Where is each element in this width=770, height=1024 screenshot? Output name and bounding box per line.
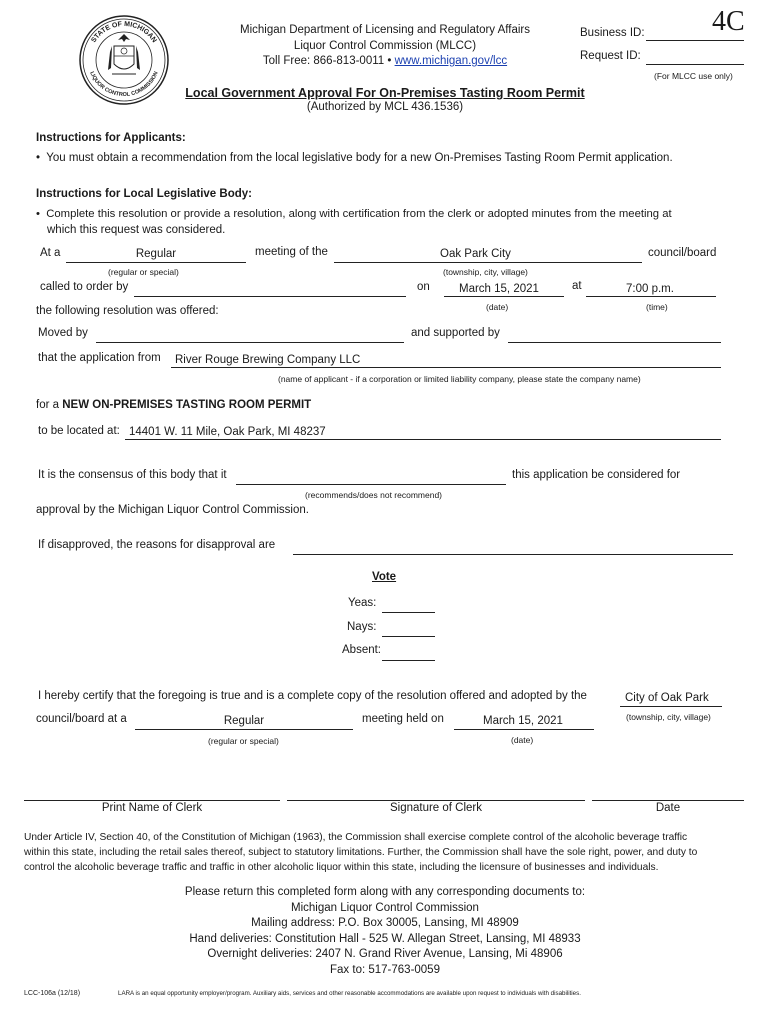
date-field[interactable]	[444, 296, 564, 297]
address-value: 14401 W. 11 Mile, Oak Park, MI 48237	[129, 426, 326, 438]
absent-label: Absent:	[342, 644, 381, 656]
regular-special-hint: (regular or special)	[108, 267, 179, 277]
permit-type: NEW ON-PREMISES TASTING ROOM PERMIT	[62, 399, 312, 411]
mlcc-use-note: (For MLCC use only)	[654, 71, 733, 81]
print-name-field[interactable]	[24, 800, 280, 801]
for-a-label: for a	[36, 399, 60, 411]
at-a-label: At a	[40, 247, 61, 259]
applicant-field[interactable]	[171, 367, 721, 368]
request-id-label: Request ID:	[580, 50, 641, 62]
supported-by-field[interactable]	[508, 342, 721, 343]
applicant-value: River Rouge Brewing Company LLC	[175, 354, 361, 366]
meeting-type-field[interactable]	[66, 262, 246, 263]
application-from-label: that the application from	[38, 352, 161, 364]
signature-date-field[interactable]	[592, 800, 744, 801]
return-line1: Please return this completed form along with any corresponding documents to:	[184, 886, 586, 898]
return-line6: Fax to: 517-763-0059	[330, 963, 440, 976]
time-field[interactable]	[586, 296, 716, 297]
article-line1: Under Article IV, Section 40, of the Constitution of Michigan (1963), the Commission shall exercise complete control of the alcoholic beverage traffic	[24, 832, 688, 843]
certify-meeting-type-field[interactable]	[135, 729, 353, 730]
date-label: Date	[655, 802, 681, 814]
yeas-field[interactable]	[382, 612, 435, 613]
return-line3: Mailing address: P.O. Box 30005, Lansing, MI 48909	[251, 917, 519, 930]
considered-for-label: this application be considered for	[512, 469, 681, 481]
toll-free: Toll Free: 866-813-0011 •	[262, 55, 392, 67]
form-code: 4C	[712, 6, 745, 37]
certify-municipality-field[interactable]	[620, 706, 722, 707]
return-instructions	[0, 885, 770, 979]
contact-line	[180, 55, 590, 67]
certify-date-value: March 15, 2021	[483, 715, 563, 727]
signature-label: Signature of Clerk	[389, 802, 483, 814]
form-number: LCC-106a (12/18)	[24, 990, 81, 997]
resolution-offered-text: the following resolution was offered:	[36, 305, 219, 317]
nays-field[interactable]	[382, 636, 435, 637]
certify-date-hint: (date)	[511, 735, 534, 745]
absent-field[interactable]	[382, 660, 435, 661]
called-to-order-field[interactable]	[134, 296, 406, 297]
municipality-value: Oak Park City	[440, 248, 511, 260]
yeas-label: Yeas:	[348, 597, 377, 609]
print-name-label: Print Name of Clerk	[101, 802, 203, 814]
return-line2: Michigan Liquor Control Commission	[291, 901, 479, 914]
applicants-heading: Instructions for Applicants:	[36, 132, 186, 144]
legislative-bullet: • Complete this resolution or provide a resolution, along with certification from the clerk or adopted minutes from the meeting at	[36, 208, 672, 220]
svg-text:LIQUOR CONTROL COMMISSION: LIQUOR CONTROL COMMISSION	[88, 70, 160, 99]
at-label: at	[572, 280, 582, 292]
council-board-label: council/board	[648, 247, 717, 259]
applicant-hint: (name of applicant - if a corporation or limited liability company, please state the company name)	[278, 374, 641, 384]
request-id-field[interactable]	[646, 64, 744, 65]
legislative-bullet-line2: which this request was considered.	[47, 224, 226, 236]
article-line3: control the alcoholic beverage traffic and traffic in other alcoholic liquor within this state, including the licensure of businesses and individuals.	[24, 862, 659, 873]
located-at-label: to be located at:	[38, 425, 120, 437]
certify-date-field[interactable]	[454, 729, 594, 730]
date-value: March 15, 2021	[459, 283, 539, 295]
recommendation-field[interactable]	[236, 484, 506, 485]
township-hint: (township, city, village)	[443, 267, 528, 277]
page-subtitle: (Authorized by MCL 436.1536)	[306, 101, 464, 113]
approval-by-text: approval by the Michigan Liquor Control Commission.	[36, 504, 309, 516]
agency-name: Michigan Department of Licensing and Regulatory Affairs	[239, 24, 530, 36]
nays-label: Nays:	[347, 621, 377, 633]
time-value: 7:00 p.m.	[626, 283, 674, 295]
business-id-field[interactable]	[646, 40, 744, 41]
recommends-hint: (recommends/does not recommend)	[305, 490, 443, 500]
disapproved-label: If disapproved, the reasons for disapproval are	[38, 539, 276, 551]
meeting-held-on-label: meeting held on	[362, 713, 444, 725]
address-field[interactable]	[125, 439, 721, 440]
moved-by-field[interactable]	[96, 342, 404, 343]
vote-heading: Vote	[372, 571, 397, 583]
applicants-bullet: • You must obtain a recommendation from the local legislative body for a new On-Premises Tasting Room Permit application.	[36, 152, 673, 164]
certify-regular-special-hint: (regular or special)	[208, 736, 279, 746]
consensus-label: It is the consensus of this body that it	[38, 469, 227, 481]
page-title: Local Government Approval For On-Premises Tasting Room Permit	[185, 86, 585, 100]
disapproval-reasons-field[interactable]	[293, 554, 733, 555]
article-text	[24, 830, 697, 875]
called-to-order-label: called to order by	[40, 281, 129, 293]
eeo-statement: LARA is an equal opportunity employer/program. Auxiliary aids, services and other reasonable accommodations are available upon request to individuals with disabilities.	[118, 990, 581, 997]
certify-municipality-value: City of Oak Park	[625, 692, 709, 704]
certify-township-hint: (township, city, village)	[626, 712, 711, 722]
applicants-bullet-text: You must obtain a recommendation from the local legislative body for a new On-Premises Tasting Room Permit application.	[46, 152, 673, 164]
meeting-type-value: Regular	[135, 248, 177, 260]
time-hint: (time)	[646, 302, 668, 312]
certify-text: I hereby certify that the foregoing is true and is a complete copy of the resolution offered and adopted by the	[38, 690, 587, 702]
on-label: on	[417, 281, 430, 293]
signature-field[interactable]	[287, 800, 585, 801]
svg-text:STATE OF MICHIGAN: STATE OF MICHIGAN	[90, 20, 158, 45]
date-hint: (date)	[486, 302, 509, 312]
moved-by-label: Moved by	[38, 327, 88, 339]
permit-line	[36, 399, 311, 411]
meeting-of-the-label: meeting of the	[255, 246, 328, 258]
certify-meeting-type-value: Regular	[223, 715, 265, 727]
legislative-bullet-line1: Complete this resolution or provide a resolution, along with certification from the clerk or adopted minutes from the meeting at	[46, 208, 672, 220]
return-line5: Overnight deliveries: 2407 N. Grand River Avenue, Lansing, Mi 48906	[207, 948, 563, 961]
legislative-heading: Instructions for Local Legislative Body:	[36, 188, 252, 200]
supported-by-label: and supported by	[411, 327, 500, 339]
municipality-field[interactable]	[334, 262, 642, 263]
business-id-label: Business ID:	[580, 27, 645, 39]
website-link[interactable]: www.michigan.gov/lcc	[394, 55, 508, 67]
council-board-at-label: council/board at a	[36, 713, 127, 725]
commission-name: Liquor Control Commission (MLCC)	[293, 40, 477, 52]
article-line2: within this state, including the retail sales thereof, subject to statutory limitations. Further, the Commission shall have the sole right, power, and duty to	[24, 847, 698, 858]
return-line4: Hand deliveries: Constitution Hall - 525 W. Allegan Street, Lansing, MI 48933	[189, 932, 581, 945]
